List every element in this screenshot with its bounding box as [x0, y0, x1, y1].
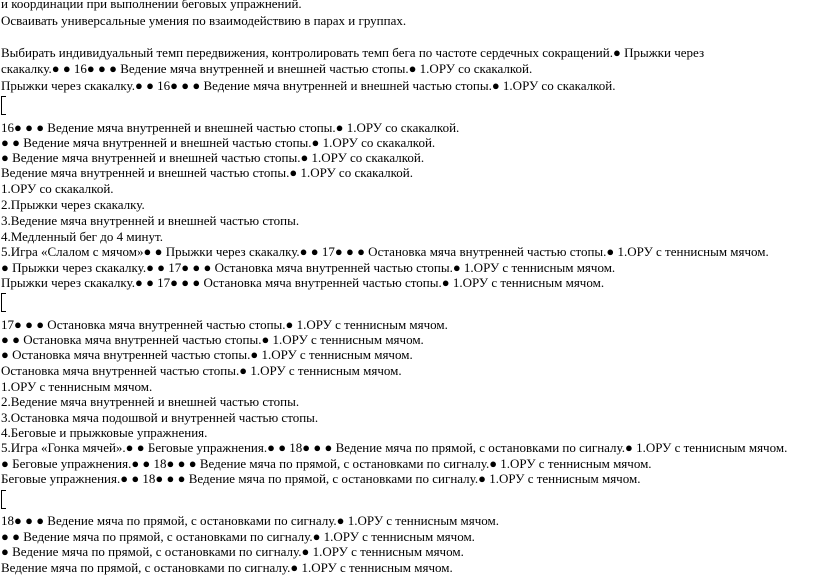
- text-line: Ведение мяча внутренней и внешней частью стопы.● 1.ОРУ со скакалкой.: [1, 165, 413, 180]
- text-line: 1.ОРУ со скакалкой.: [1, 181, 114, 196]
- text-line: Выбирать индивидуальный темп передвижения, контролировать темп бега по частоте сердечных сокращений.● Прыжки через: [1, 45, 705, 60]
- paragraph-marker: [1, 490, 6, 509]
- text-line: 4.Беговые и прыжковые упражнения.: [1, 425, 208, 440]
- text-line: Прыжки через скакалку.● ● 16● ● ● Ведение мяча внутренней и внешней частью стопы.● 1.ОРУ со скакалкой.: [1, 78, 616, 93]
- text-line: ● Остановка мяча внутренней частью стопы.● 1.ОРУ с теннисным мячом.: [1, 347, 413, 362]
- text-line: ● ● Ведение мяча внутренней и внешней частью стопы.● 1.ОРУ со скакалкой.: [1, 135, 436, 150]
- text-line: 18● ● ● Ведение мяча по прямой, с остановками по сигналу.● 1.ОРУ с теннисным мячом.: [1, 513, 500, 528]
- text-line: 17● ● ● Остановка мяча внутренней частью стопы.● 1.ОРУ с теннисным мячом.: [1, 317, 448, 332]
- text-line: Беговые упражнения.● ● 18● ● ● Ведение мяча по прямой, с остановками по сигналу.● 1.ОРУ с теннисным мячом.: [1, 471, 641, 486]
- text-line: Остановка мяча внутренней частью стопы.● 1.ОРУ с теннисным мячом.: [1, 363, 402, 378]
- text-line: ● ● Остановка мяча внутренней частью стопы.● 1.ОРУ с теннисным мячом.: [1, 332, 424, 347]
- text-line: 4.Медленный бег до 4 минут.: [1, 229, 163, 244]
- text-line: ● Ведение мяча по прямой, с остановками по сигналу.● 1.ОРУ с теннисным мячом.: [1, 544, 464, 559]
- text-line: 1.ОРУ с теннисным мячом.: [1, 379, 153, 394]
- text-line: ● ● Ведение мяча по прямой, с остановками по сигналу.● 1.ОРУ с теннисным мячом.: [1, 529, 475, 544]
- text-line: ● Прыжки через скакалку.● ● 17● ● ● Остановка мяча внутренней частью стопы.● 1.ОРУ с теннисным мячом.: [1, 260, 616, 275]
- text-line: 2.Ведение мяча внутренней и внешней частью стопы.: [1, 394, 300, 409]
- text-line: и координации при выполнении беговых упражнений.: [1, 0, 302, 11]
- text-line: 5.Игра «Гонка мячей».● ● Беговые упражнения.● ● 18● ● ● Ведение мяча по прямой, с остановками по сигналу.● 1.ОРУ с теннисным мячом.: [1, 440, 788, 455]
- text-line: скакалку.● ● 16● ● ● Ведение мяча внутренней и внешней частью стопы.● 1.ОРУ со скакалкой.: [1, 61, 533, 76]
- text-line: 16● ● ● Ведение мяча внутренней и внешней частью стопы.● 1.ОРУ со скакалкой.: [1, 120, 460, 135]
- text-line: 2.Прыжки через скакалку.: [1, 197, 145, 212]
- text-line: 5.Игра «Слалом с мячом»● ● Прыжки через скакалку.● ● 17● ● ● Остановка мяча внутренней частью стопы.● 1.ОРУ с теннисным мячом.: [1, 244, 769, 259]
- text-line: Ведение мяча по прямой, с остановками по сигналу.● 1.ОРУ с теннисным мячом.: [1, 560, 453, 575]
- paragraph-marker: [1, 293, 6, 312]
- text-line: ● Ведение мяча внутренней и внешней частью стопы.● 1.ОРУ со скакалкой.: [1, 150, 425, 165]
- paragraph-marker: [1, 96, 6, 115]
- text-line: ● Беговые упражнения.● ● 18● ● ● Ведение мяча по прямой, с остановками по сигналу.● 1.ОРУ с теннисным мячом.: [1, 456, 652, 471]
- text-line: Прыжки через скакалку.● ● 17● ● ● Остановка мяча внутренней частью стопы.● 1.ОРУ с теннисным мячом.: [1, 275, 605, 290]
- text-line: Осваивать универсальные умения по взаимодействию в парах и группах.: [1, 13, 407, 28]
- text-line: 3.Ведение мяча внутренней и внешней частью стопы.: [1, 213, 300, 228]
- text-line: 3.Остановка мяча подошвой и внутренней частью стопы.: [1, 410, 319, 425]
